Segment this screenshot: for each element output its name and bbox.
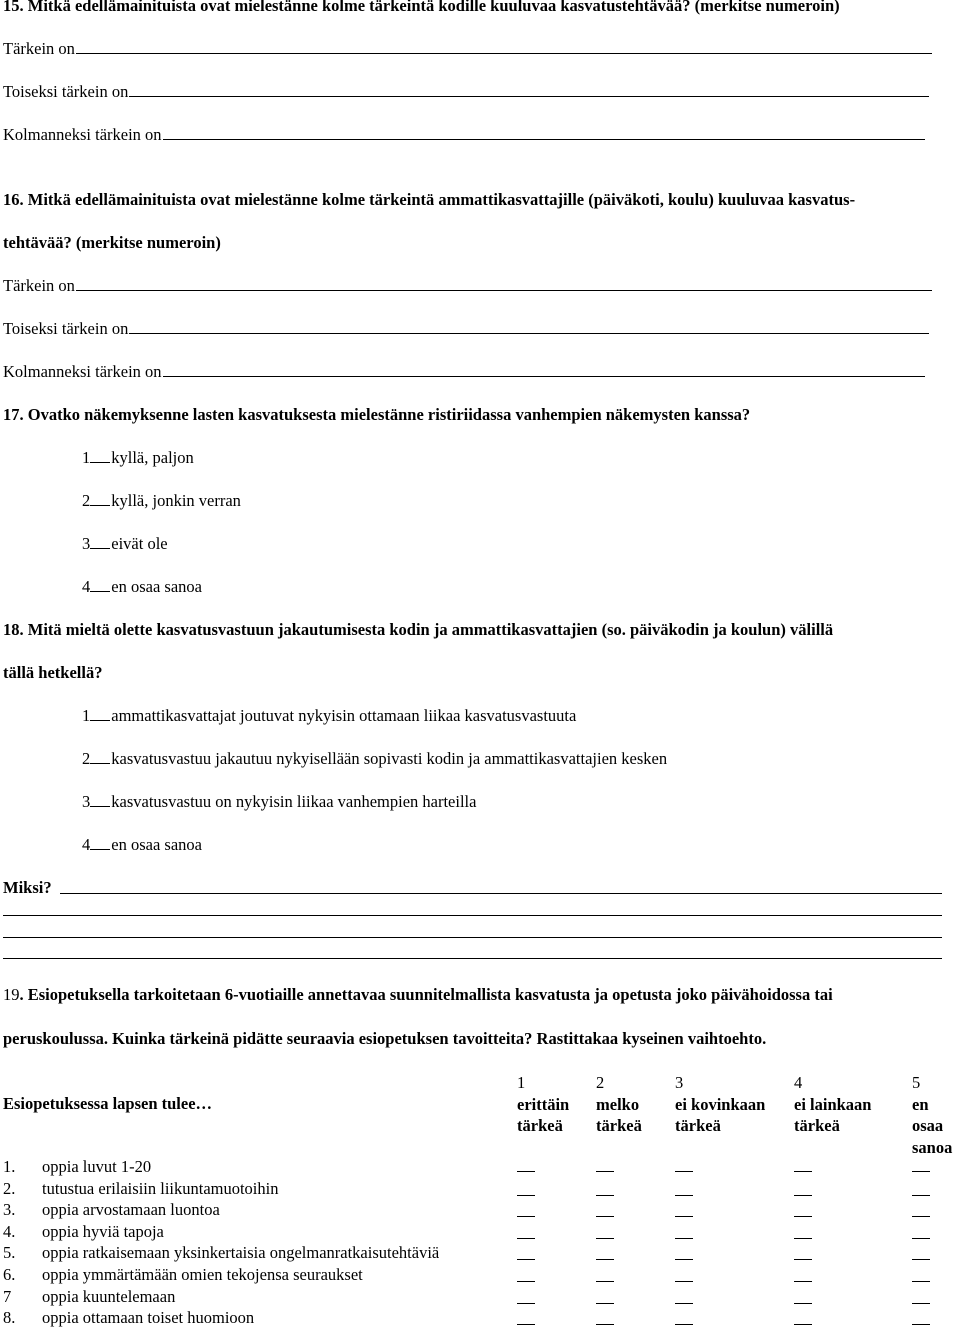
q18-why-line-3[interactable] — [3, 937, 942, 938]
q15-third-label: Kolmanneksi tärkein on — [3, 125, 925, 145]
q15-second-label: Toiseksi tärkein on — [3, 82, 929, 102]
q19-answer-blank-col-1[interactable] — [517, 1171, 535, 1172]
q15-first-input[interactable] — [76, 39, 932, 54]
q19-answer-blank-col-4[interactable] — [794, 1195, 812, 1196]
q18-title-line2: tällä hetkellä? — [3, 663, 103, 682]
q19-item-number: 7 — [3, 1286, 12, 1306]
q18-why-line-2[interactable] — [3, 915, 942, 916]
q19-answer-blank-col-2[interactable] — [596, 1324, 614, 1325]
q17-option-4[interactable]: 4 en osaa sanoa — [82, 577, 202, 596]
q16-third-label: Kolmanneksi tärkein on — [3, 362, 925, 382]
q19-answer-blank-col-3[interactable] — [675, 1238, 693, 1239]
q19-item-label: oppia luvut 1-20 — [42, 1157, 152, 1176]
q19-item-number: 4. — [3, 1221, 16, 1241]
q19-answer-blank-col-2[interactable] — [596, 1195, 614, 1196]
q15-title: 15. Mitkä edellämainituista ovat mielestänne kolme tärkeintä kodille kuuluvaa kasvatustehtävää? (merkitse numeroin) — [3, 0, 840, 15]
q19-item-number: 5. — [3, 1243, 16, 1263]
q16-first-input[interactable] — [76, 276, 932, 291]
q19-answer-blank-col-1[interactable] — [517, 1324, 535, 1325]
q19-item-label: tutustua erilaisiin liikuntamuotoihin — [42, 1178, 279, 1198]
q19-answer-blank-col-4[interactable] — [794, 1324, 812, 1325]
q19-item-label: oppia ottamaan toiset huomioon — [42, 1308, 255, 1328]
q19-answer-blank-col-4[interactable] — [794, 1238, 812, 1239]
q19-answer-blank-col-3[interactable] — [675, 1216, 693, 1217]
q19-answer-blank-col-4[interactable] — [794, 1259, 812, 1260]
q19-item-label: oppia arvostamaan luontoa — [42, 1200, 220, 1220]
q16-title-line1: 16. Mitkä edellämainituista ovat mielestänne kolme tärkeintä ammattikasvattajille (päiväkoti, koulu) kuuluvaa kasvatus- — [3, 190, 856, 209]
q19-answer-blank-col-5[interactable] — [912, 1281, 930, 1282]
q19-column-3-header: 3 ei kovinkaan tärkeä — [675, 1073, 766, 1135]
q16-first-label: Tärkein on — [3, 276, 932, 296]
q19-answer-blank-col-3[interactable] — [675, 1324, 693, 1325]
q16-third-input[interactable] — [163, 362, 925, 377]
q18-option-4[interactable]: 4 en osaa sanoa — [82, 835, 202, 854]
q19-answer-blank-col-2[interactable] — [596, 1238, 614, 1239]
q18-option-1[interactable]: 1 ammattikasvattajat joutuvat nykyisin ottamaan liikaa kasvatusvastuuta — [82, 706, 577, 725]
q15-first-label: Tärkein on — [3, 39, 932, 59]
q19-answer-blank-col-5[interactable] — [912, 1171, 930, 1172]
q19-answer-blank-col-3[interactable] — [675, 1303, 693, 1304]
q19-title-line2: peruskoulussa. Kuinka tärkeinä pidätte seuraavia esiopetuksen tavoitteita? Rastittakaa kyseinen vaihtoehto. — [3, 1029, 767, 1048]
q19-item-number: 1. — [3, 1157, 16, 1176]
q17-option-2[interactable]: 2 kyllä, jonkin verran — [82, 491, 241, 510]
q16-title-line2: tehtävää? (merkitse numeroin) — [3, 233, 221, 252]
q19-answer-blank-col-5[interactable] — [912, 1195, 930, 1196]
q17-title: 17. Ovatko näkemyksenne lasten kasvatuksesta mielestänne ristiriidassa vanhempien näkemysten kanssa? — [3, 405, 751, 424]
q19-answer-blank-col-2[interactable] — [596, 1171, 614, 1172]
q19-column-1-header: 1 erittäin tärkeä — [517, 1073, 570, 1135]
q19-answer-blank-col-3[interactable] — [675, 1171, 693, 1172]
q19-item-label: oppia hyviä tapoja — [42, 1221, 164, 1241]
q19-answer-blank-col-1[interactable] — [517, 1238, 535, 1239]
q19-item-label: oppia ratkaisemaan yksinkertaisia ongelmanratkaisutehtäviä — [42, 1243, 440, 1263]
q19-answer-blank-col-4[interactable] — [794, 1171, 812, 1172]
q19-answer-blank-col-5[interactable] — [912, 1303, 930, 1304]
q15-second-input[interactable] — [129, 82, 929, 97]
q18-why-label: Miksi? — [3, 878, 52, 897]
q19-column-4-header: 4 ei lainkaan tärkeä — [794, 1073, 872, 1135]
q19-item-label: oppia ymmärtämään omien tekojensa seuraukset — [42, 1265, 363, 1284]
q19-answer-blank-col-5[interactable] — [912, 1324, 930, 1325]
q15-third-input[interactable] — [163, 125, 925, 140]
q19-answer-blank-col-1[interactable] — [517, 1281, 535, 1282]
q19-answer-blank-col-1[interactable] — [517, 1303, 535, 1304]
q19-answer-blank-col-1[interactable] — [517, 1216, 535, 1217]
q19-title-line1: 19. Esiopetuksella tarkoitetaan 6-vuotiaille annettavaa suunnitelmallista kasvatusta ja opetusta joko päivähoidossa tai — [3, 985, 833, 1004]
q19-answer-blank-col-4[interactable] — [794, 1281, 812, 1282]
q18-why-line-4[interactable] — [3, 958, 942, 959]
q17-option-3[interactable]: 3 eivät ole — [82, 534, 168, 553]
q19-answer-blank-col-4[interactable] — [794, 1303, 812, 1304]
q19-item-label: oppia kuuntelemaan — [42, 1286, 176, 1306]
q19-answer-blank-col-2[interactable] — [596, 1259, 614, 1260]
q18-why-line-1[interactable] — [60, 893, 942, 894]
q19-item-number: 8. — [3, 1308, 16, 1328]
q18-title-line1: 18. Mitä mieltä olette kasvatusvastuun jakautumisesta kodin ja ammattikasvattajien (so. päiväkodin ja koulun) välillä — [3, 620, 834, 639]
q18-option-2[interactable]: 2 kasvatusvastuu jakautuu nykyisellään sopivasti kodin ja ammattikasvattajien kesken — [82, 749, 668, 768]
q19-answer-blank-col-1[interactable] — [517, 1195, 535, 1196]
q19-answer-blank-col-4[interactable] — [794, 1216, 812, 1217]
q19-answer-blank-col-2[interactable] — [596, 1216, 614, 1217]
q19-column-5-header: 5 en osaa sanoa — [912, 1073, 953, 1157]
q19-answer-blank-col-3[interactable] — [675, 1259, 693, 1260]
q19-answer-blank-col-1[interactable] — [517, 1259, 535, 1260]
q19-answer-blank-col-3[interactable] — [675, 1195, 693, 1196]
q19-item-number: 6. — [3, 1265, 16, 1284]
q19-column-2-header: 2 melko tärkeä — [596, 1073, 642, 1135]
q16-second-label: Toiseksi tärkein on — [3, 319, 929, 339]
q19-answer-blank-col-5[interactable] — [912, 1259, 930, 1260]
q19-answer-blank-col-5[interactable] — [912, 1216, 930, 1217]
q19-answer-blank-col-2[interactable] — [596, 1281, 614, 1282]
q19-table-title: Esiopetuksessa lapsen tulee… — [3, 1094, 213, 1113]
q19-item-number: 3. — [3, 1200, 16, 1220]
q19-answer-blank-col-5[interactable] — [912, 1238, 930, 1239]
q16-second-input[interactable] — [129, 319, 929, 334]
q19-answer-blank-col-3[interactable] — [675, 1281, 693, 1282]
q19-answer-blank-col-2[interactable] — [596, 1303, 614, 1304]
q17-option-1[interactable]: 1 kyllä, paljon — [82, 448, 194, 467]
q19-item-number: 2. — [3, 1178, 16, 1198]
q18-option-3[interactable]: 3 kasvatusvastuu on nykyisin liikaa vanhempien harteilla — [82, 792, 477, 811]
